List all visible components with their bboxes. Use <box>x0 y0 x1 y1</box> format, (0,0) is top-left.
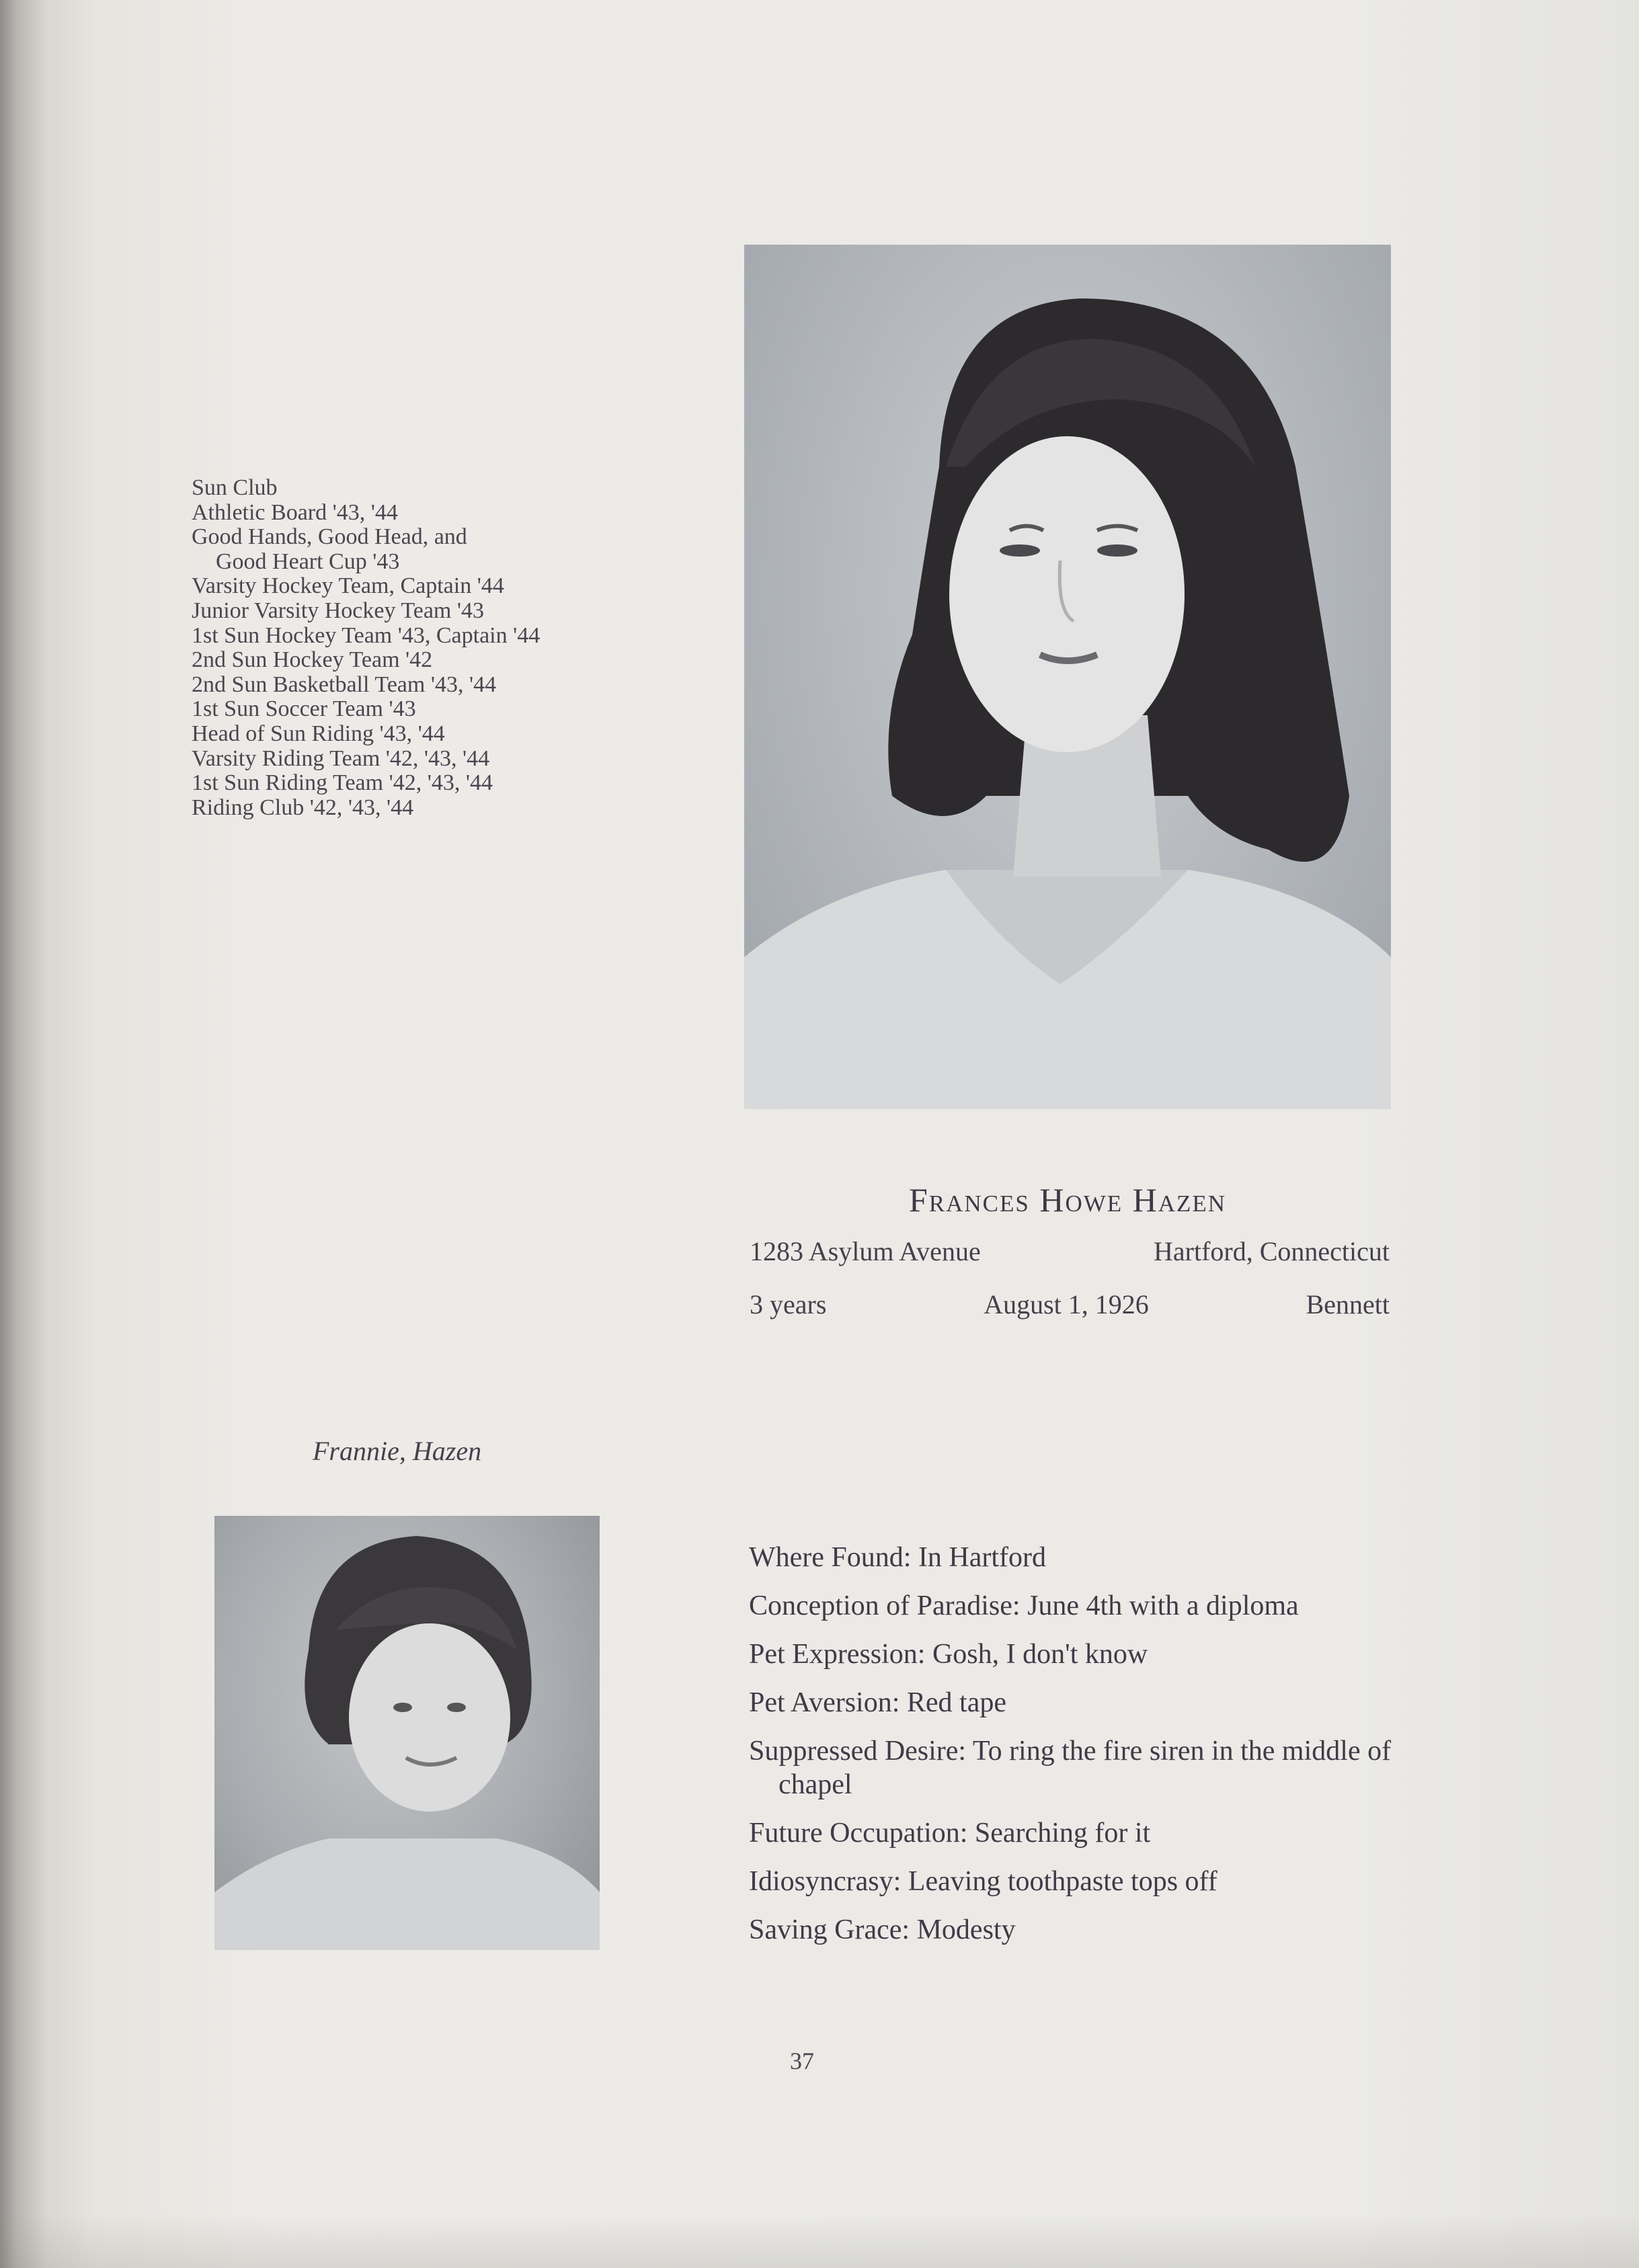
qa-item: Idiosyncrasy: Leaving toothpaste tops off <box>749 1866 1217 1897</box>
qa-item: Saving Grace: Modesty <box>749 1914 1016 1945</box>
student-name: Frances Howe Hazen <box>908 1181 1227 1219</box>
activity-item: Sun Club <box>192 475 278 500</box>
address-row <box>750 1236 1390 1267</box>
childhood-photo <box>214 1516 600 1950</box>
details-row <box>750 1289 1390 1320</box>
nickname-caption: Frannie, Hazen <box>313 1436 482 1466</box>
qa-item: Future Occupation: Searching for it <box>749 1818 1151 1849</box>
years-attended: 3 years <box>750 1289 827 1320</box>
activity-item: Varsity Hockey Team, Captain '44 <box>192 573 504 599</box>
qa-item: Where Found: In Hartford <box>749 1542 1047 1573</box>
qa-item: Conception of Paradise: June 4th with a diploma <box>749 1590 1299 1621</box>
activity-item: Good Heart Cup '43 <box>216 549 400 574</box>
qa-list <box>749 1541 1414 1961</box>
activity-item: 2nd Sun Basketball Team '43, '44 <box>192 672 497 697</box>
senior-portrait-photo <box>744 245 1391 1109</box>
street-address: 1283 Asylum Avenue <box>750 1236 981 1266</box>
activity-item: 1st Sun Hockey Team '43, Captain '44 <box>192 622 541 648</box>
page-number: 37 <box>790 2048 814 2074</box>
qa-item: Pet Expression: Gosh, I don't know <box>749 1639 1148 1670</box>
birth-date: August 1, 1926 <box>984 1289 1149 1320</box>
qa-item: Suppressed Desire: To ring the fire siren in the middle of chapel <box>749 1736 1392 1800</box>
city-state: Hartford, Connecticut <box>1154 1236 1390 1266</box>
activity-item: 1st Sun Soccer Team '43 <box>192 696 416 722</box>
activity-item: Varsity Riding Team '42, '43, '44 <box>192 745 490 771</box>
house-name: Bennett <box>1306 1289 1390 1320</box>
activity-item: Head of Sun Riding '43, '44 <box>192 721 445 746</box>
activity-item: Junior Varsity Hockey Team '43 <box>192 598 484 623</box>
activities-list <box>192 476 608 820</box>
activity-item: 1st Sun Riding Team '42, '43, '44 <box>192 770 493 796</box>
activity-item: Good Hands, Good Head, and <box>192 524 467 550</box>
activity-item: 2nd Sun Hockey Team '42 <box>192 647 433 673</box>
activity-item: Athletic Board '43, '44 <box>192 499 398 525</box>
qa-item: Pet Aversion: Red tape <box>749 1687 1006 1718</box>
activity-item: Riding Club '42, '43, '44 <box>192 795 414 820</box>
